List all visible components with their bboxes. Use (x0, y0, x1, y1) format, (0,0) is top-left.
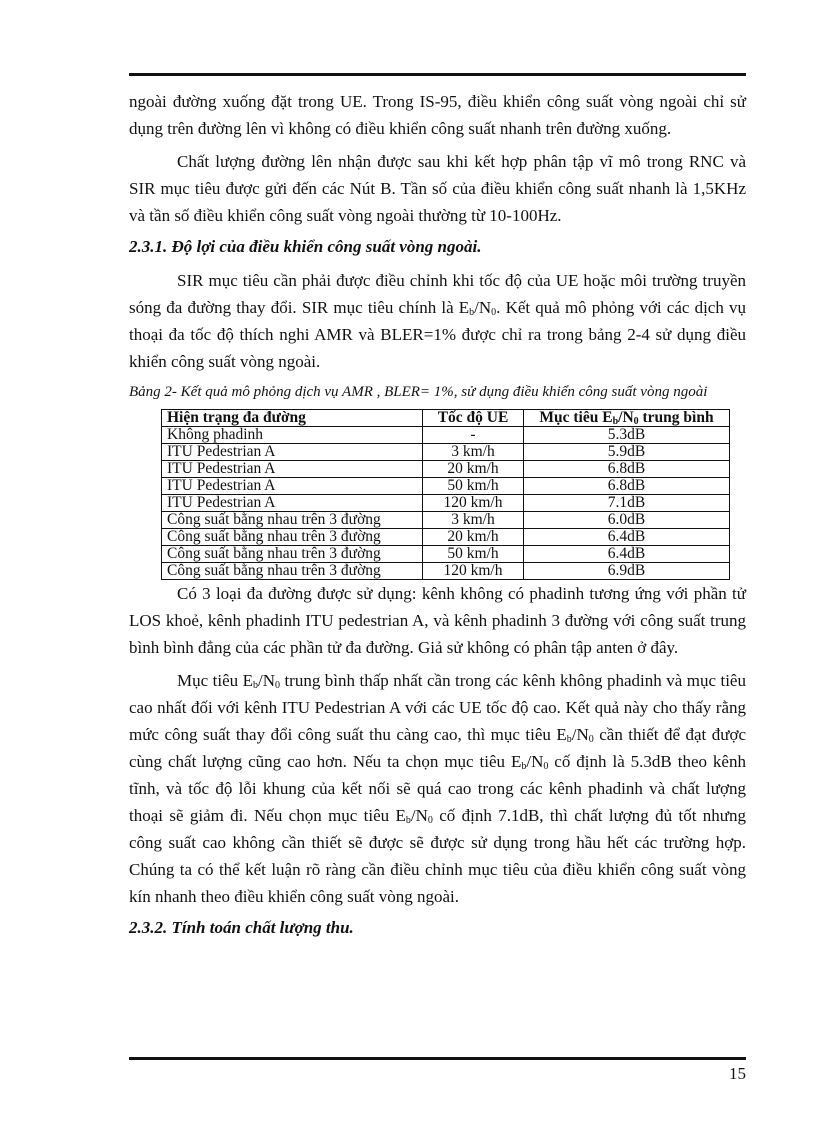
table-row (162, 427, 730, 444)
table-cell: Công suất bằng nhau trên 3 đường (162, 563, 423, 580)
page-content (129, 88, 746, 948)
table-cell: 50 km/h (423, 478, 524, 495)
table-cell: 7.1dB (524, 495, 730, 512)
paragraph-ebn0-target: Mục tiêu $E_b/N_0$ trung bình thấp nhất cần trong các kênh không phadinh và mục tiêu cao nhất đối với kênh ITU Pedestrian A với các UE tốc độ cao. Kết quả này cho thấy rằng mức công suất thay đổi công suất thu càng cao, thì mục tiêu $E_b/N_0$ cần thiết để đạt được cùng chất lượng cũng cao hơn. Nếu ta chọn mục tiêu $E_b/N_0$ cố định là 5.3dB theo kênh tĩnh, và tốc độ lỗi khung của kết nối sẽ quá cao trong các kênh phadinh và chất lượng thoại sẽ giảm đi. Nếu chọn mục tiêu $E_b/N_0$ cố định 7.1dB, thì chất lượng đủ tốt nhưng công suất cao không cần thiết sẽ được sẽ được sử dụng trong hầu hết các trường hợp. Chúng ta có thể kết luận rõ ràng cần điều chỉnh mục tiêu của điều khiển công suất vòng kín nhanh theo điều khiển công suất vòng ngoài. (129, 671, 746, 906)
table-cell: 20 km/h (423, 529, 524, 546)
paragraph: Chất lượng đường lên nhận được sau khi kết hợp phân tập vĩ mô trong RNC và SIR mục tiêu được gửi đến các Nút B. Tần số của điều khiển công suất nhanh là 1,5KHz và tần số điều khiển công suất vòng ngoài thường từ 10-100Hz. (129, 152, 746, 225)
paragraph-multipath: Có 3 loại đa đường được sử dụng: kênh không có phadinh tương ứng với phần tử LOS khoẻ, kênh phadinh ITU pedestrian A, và kênh phadinh 3 đường với công suất trung bình bình đẳng của các phần tử đa đường. Giả sử không có phân tập anten ở đây. (129, 584, 746, 657)
table-header-cell: Mục tiêu $E_b/N_0$ trung bình (524, 410, 730, 427)
table-header-cell: Hiện trạng đa đường (162, 410, 423, 427)
table-row (162, 529, 730, 546)
table-header-row (162, 410, 730, 427)
table-cell: - (423, 427, 524, 444)
table-row (162, 512, 730, 529)
table-cell: Công suất bằng nhau trên 3 đường (162, 546, 423, 563)
table-cell: 6.0dB (524, 512, 730, 529)
paragraph: ngoài đường xuống đặt trong UE. Trong IS-95, điều khiển công suất vòng ngoài chỉ sử dụng trên đường lên vì không có điều khiển công suất nhanh trên đường xuống. (129, 92, 746, 138)
table-caption: Bảng 2- Kết quả mô phỏng dịch vụ AMR , BLER= 1%, sử dụng điều khiển công suất vòng ngoài (129, 384, 708, 400)
table-row (162, 563, 730, 580)
table-cell: ITU Pedestrian A (162, 461, 423, 478)
table-cell: 120 km/h (423, 563, 524, 580)
table-cell: 3 km/h (423, 512, 524, 529)
table-row (162, 495, 730, 512)
table-cell: 20 km/h (423, 461, 524, 478)
section-heading-2-3-2: 2.3.2. Tính toán chất lượng thu. (129, 918, 354, 937)
table-cell: ITU Pedestrian A (162, 444, 423, 461)
table-cell: 5.9dB (524, 444, 730, 461)
table-cell: 5.3dB (524, 427, 730, 444)
table-cell: 6.4dB (524, 529, 730, 546)
table-cell: 6.4dB (524, 546, 730, 563)
header-rule (129, 73, 746, 76)
section-heading-2-3-1: 2.3.1. Độ lợi của điều khiển công suất vòng ngoài. (129, 237, 482, 256)
table-row (162, 546, 730, 563)
table-cell: 6.8dB (524, 461, 730, 478)
table-cell: 3 km/h (423, 444, 524, 461)
table-row (162, 461, 730, 478)
table-row (162, 444, 730, 461)
table-cell: 6.9dB (524, 563, 730, 580)
table-cell: 120 km/h (423, 495, 524, 512)
table-cell: Công suất bằng nhau trên 3 đường (162, 529, 423, 546)
table-cell: 6.8dB (524, 478, 730, 495)
page-number: 15 (729, 1064, 746, 1083)
table-row (162, 478, 730, 495)
results-table (161, 409, 730, 580)
table-cell: Công suất bằng nhau trên 3 đường (162, 512, 423, 529)
table-header-cell: Tốc độ UE (423, 410, 524, 427)
table-cell: Không phadinh (162, 427, 423, 444)
table-cell: ITU Pedestrian A (162, 478, 423, 495)
paragraph-sir-target: SIR mục tiêu cần phải được điều chỉnh khi tốc độ của UE hoặc môi trường truyền sóng đa đường thay đổi. SIR mục tiêu chính là $E_b/N_0$. Kết quả mô phỏng với các dịch vụ thoại đa tốc độ thích nghi AMR và BLER=1% được chỉ ra trong bảng 2-4 sử dụng điều khiển công suất vòng ngoài. (129, 271, 746, 371)
table-cell: ITU Pedestrian A (162, 495, 423, 512)
footer-rule (129, 1057, 746, 1060)
table-cell: 50 km/h (423, 546, 524, 563)
